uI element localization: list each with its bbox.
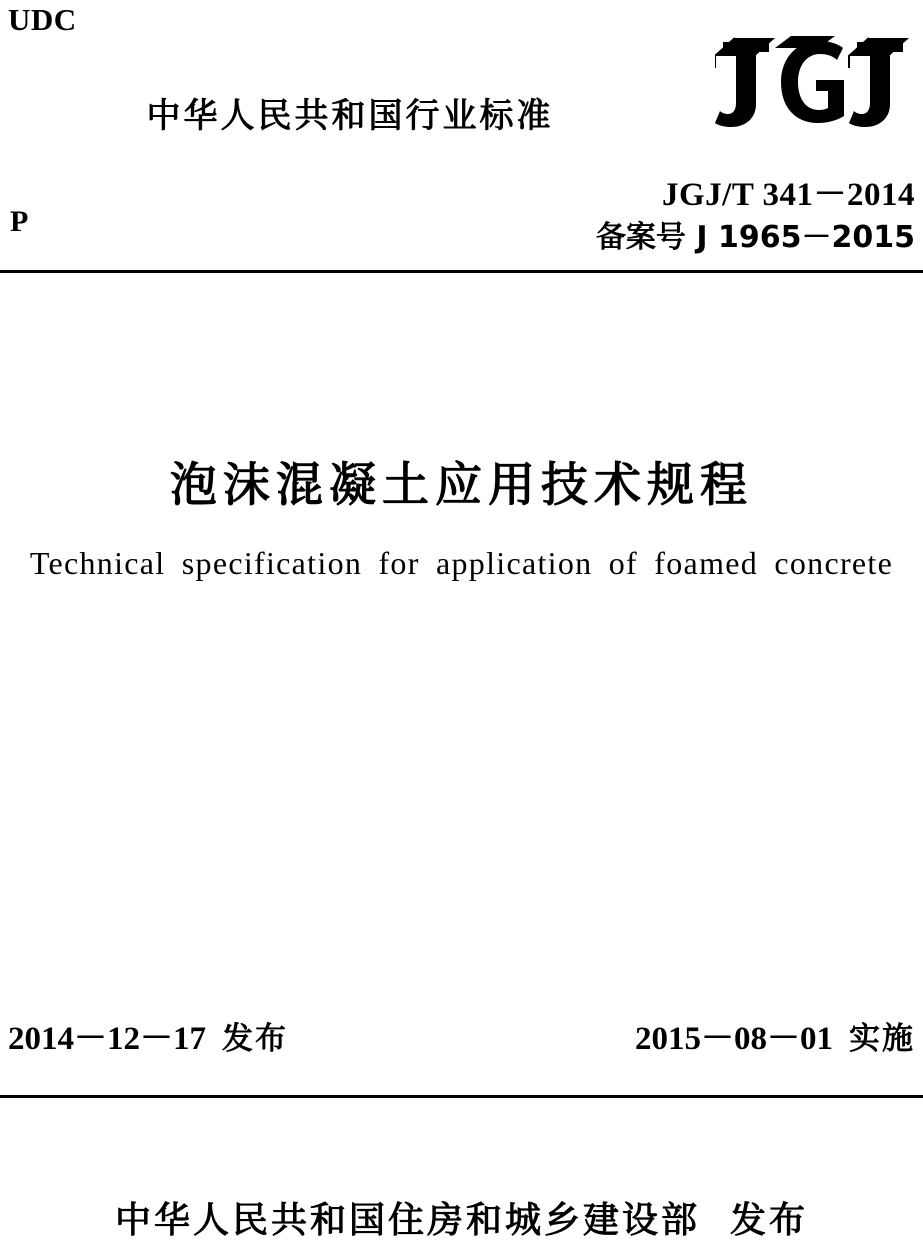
classification-mark: P bbox=[10, 205, 29, 238]
page-title-chinese: 泡沫混凝土应用技术规程 bbox=[170, 458, 753, 513]
effective-date-block bbox=[635, 1012, 915, 1059]
jgj-logo-icon bbox=[715, 34, 915, 139]
page-title-english: Technical specification for application of foamed concrete bbox=[29, 545, 894, 581]
ministry-standard-line: 中华人民共和国行业标准 bbox=[146, 96, 554, 136]
udc-label: UDC bbox=[8, 2, 77, 37]
issue-date-block bbox=[8, 1012, 288, 1059]
date-row bbox=[0, 1012, 923, 1056]
publisher-name: 中华人民共和国住房和城乡建设部 bbox=[114, 1200, 700, 1241]
publisher-verb: 发布 bbox=[730, 1200, 809, 1241]
effective-date-value: 2015－08－01 bbox=[635, 1021, 833, 1057]
issue-date-value: 2014－12－17 bbox=[8, 1021, 206, 1057]
effective-date-label: 实施 bbox=[849, 1021, 915, 1057]
divider-top bbox=[0, 270, 923, 273]
publisher-line bbox=[0, 1192, 923, 1243]
record-number-value: J 1965－2015 bbox=[696, 220, 915, 255]
divider-bottom bbox=[0, 1095, 923, 1098]
standard-number: JGJ/T 341－2014 bbox=[661, 177, 915, 213]
issue-date-label: 发布 bbox=[222, 1021, 288, 1057]
record-number-label: 备案号 bbox=[595, 220, 686, 255]
record-number bbox=[596, 212, 915, 256]
